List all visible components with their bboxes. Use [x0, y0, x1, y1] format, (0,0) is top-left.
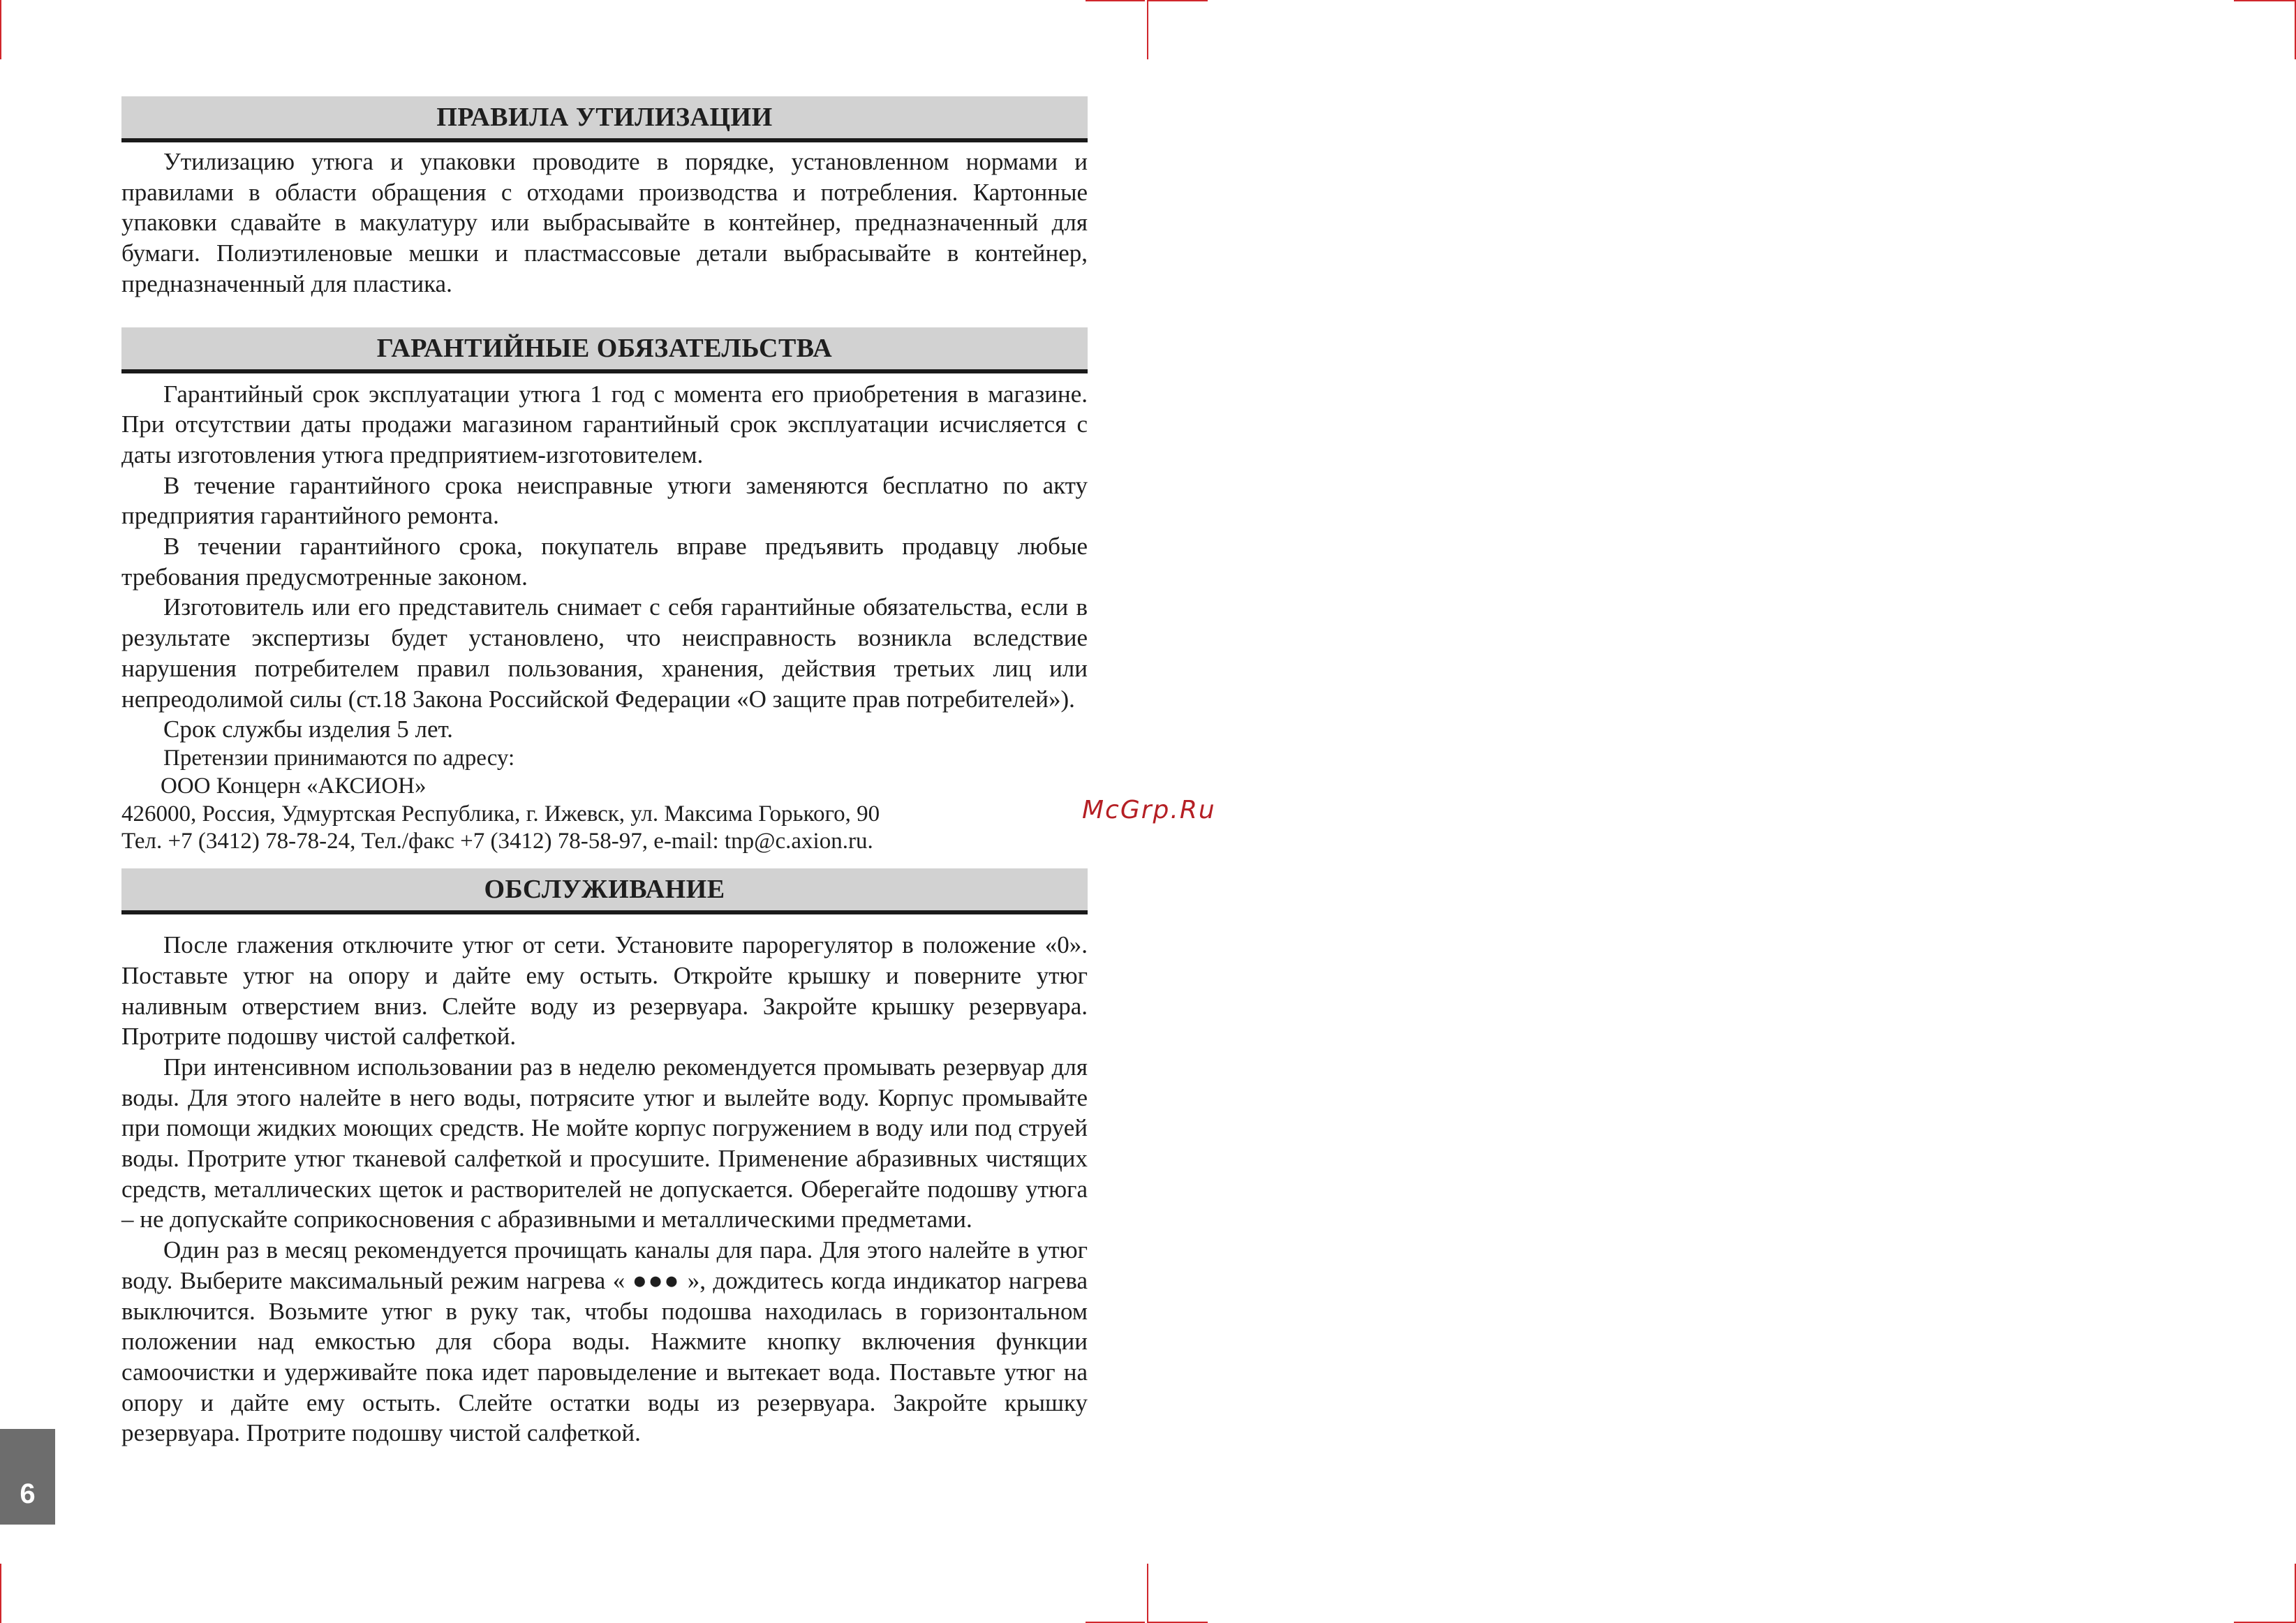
crop-mark — [1148, 0, 1208, 1]
watermark: McGrp.Ru — [1082, 796, 1216, 824]
disposal-title: ПРАВИЛА УТИЛИЗАЦИИ — [121, 96, 1088, 142]
warranty-paragraph-term: Гарантийный срок эксплуатации утюга 1 год с момента его приобретения в магазине. При отсутствии даты продажи магазином гарантийный срок эксплуатации исчисляется с даты изготовления утюга предприятием-изготовителем. — [121, 380, 1088, 468]
disposal-paragraph: Утилизацию утюга и упаковки проводите в порядке, установленном нормами и правилами в области обращения с отходами производства и потребления. Картонные упаковки сдавайте в макулатуру или выбрасывайте в контейнер, предназначенный для бумаги. Полиэтиленовые мешки и пластмассовые детали выбрасывайте в контейнер, предназначенный для пластика. — [121, 148, 1088, 297]
crop-mark — [1086, 0, 1145, 1]
maintenance-title: ОБСЛУЖИВАНИЕ — [121, 868, 1088, 914]
maintenance-paragraph-weekly: При интенсивном использовании раз в неделю рекомендуется промывать резервуар для воды. Для этого налейте в него воды, потрясите утюг и вылейте воду. Корпус промывайте при помощи жидких моющих средств. Не мойте корпус погружением в воду или под струей воды. Протрите утюг тканевой салфеткой и просушите. Применение абразивных чистящих средств, металлических щеток и растворителей не допускается. Оберегайте подошву утюга – не допускайте соприкосновения с абразивными и металлическими предметами. — [121, 1053, 1088, 1233]
maintenance-section — [121, 868, 1088, 1448]
crop-mark — [1147, 1564, 1148, 1623]
warranty-paragraph-replacement: В течение гарантийного срока неисправные утюги заменяются бесплатно по акту предприятия гарантийного ремонта. — [121, 471, 1088, 530]
warranty-section — [121, 327, 1088, 857]
warranty-paragraph-exclusions: Изготовитель или его представитель снимает с себя гарантийные обязательства, если в результате экспертизы будет установлено, что неисправность возникла вследствие нарушения потребителем правил пользования, хранения, действия третьих лиц или непреодолимой силы (ст.18 Закона Российской Федерации «О защите прав потребителей»). — [121, 593, 1088, 713]
crop-mark — [2234, 0, 2295, 1]
warranty-title: ГАРАНТИЙНЫЕ ОБЯЗАТЕЛЬСТВА — [121, 327, 1088, 373]
maintenance-paragraph-after-ironing: После глажения отключите утюг от сети. Установите парорегулятор в положение «0». Поставьте утюг на опору и дайте ему остыть. Откройте крышку и поверните утюг наливным отверстием вниз. Слейте воду из резервуара. Закройте крышку резервуара. Протрите подошву чистой салфеткой. — [121, 931, 1088, 1051]
disposal-section — [121, 96, 1088, 299]
warranty-address: 426000, Россия, Удмуртская Республика, г. Ижевск, ул. Максима Горького, 90 — [121, 801, 880, 827]
page-number: 6 — [20, 1479, 36, 1509]
crop-mark — [1147, 0, 1148, 59]
warranty-paragraph-claims-rights: В течении гарантийного срока, покупатель вправе предъявить продавцу любые требования предусмотренные законом. — [121, 533, 1088, 591]
warranty-claims-label: Претензии принимаются по адресу: — [163, 745, 515, 771]
text-column — [121, 96, 1088, 1448]
page-number-badge — [0, 1429, 55, 1525]
warranty-contacts: Тел. +7 (3412) 78-78-24, Тел./факс +7 (3412) 78-58-97, e-mail: tnp@c.axion.ru. — [121, 829, 873, 854]
warranty-service-life: Срок службы изделия 5 лет. — [163, 716, 453, 743]
crop-mark — [0, 1564, 1, 1623]
maintenance-paragraph-monthly: Один раз в месяц рекомендуется прочищать каналы для пара. Для этого налейте в утюг воду. Выберите максимальный режим нагрева « ●●● », дождитесь когда индикатор нагрева выключится. Возьмите утюг в руку так, чтобы подошва находилась в горизонтальном положении над емкостью для сбора воды. Нажмите кнопку включения функции самоочистки и удерживайте пока идет паровыделение и вытекает вода. Поставьте утюг на опору и дайте ему остыть. Слейте остатки воды из резервуара. Закройте крышку резервуара. Протрите подошву чистой салфеткой. — [121, 1236, 1088, 1447]
warranty-company: ООО Концерн «АКСИОН» — [161, 773, 427, 799]
crop-mark — [0, 0, 1, 59]
